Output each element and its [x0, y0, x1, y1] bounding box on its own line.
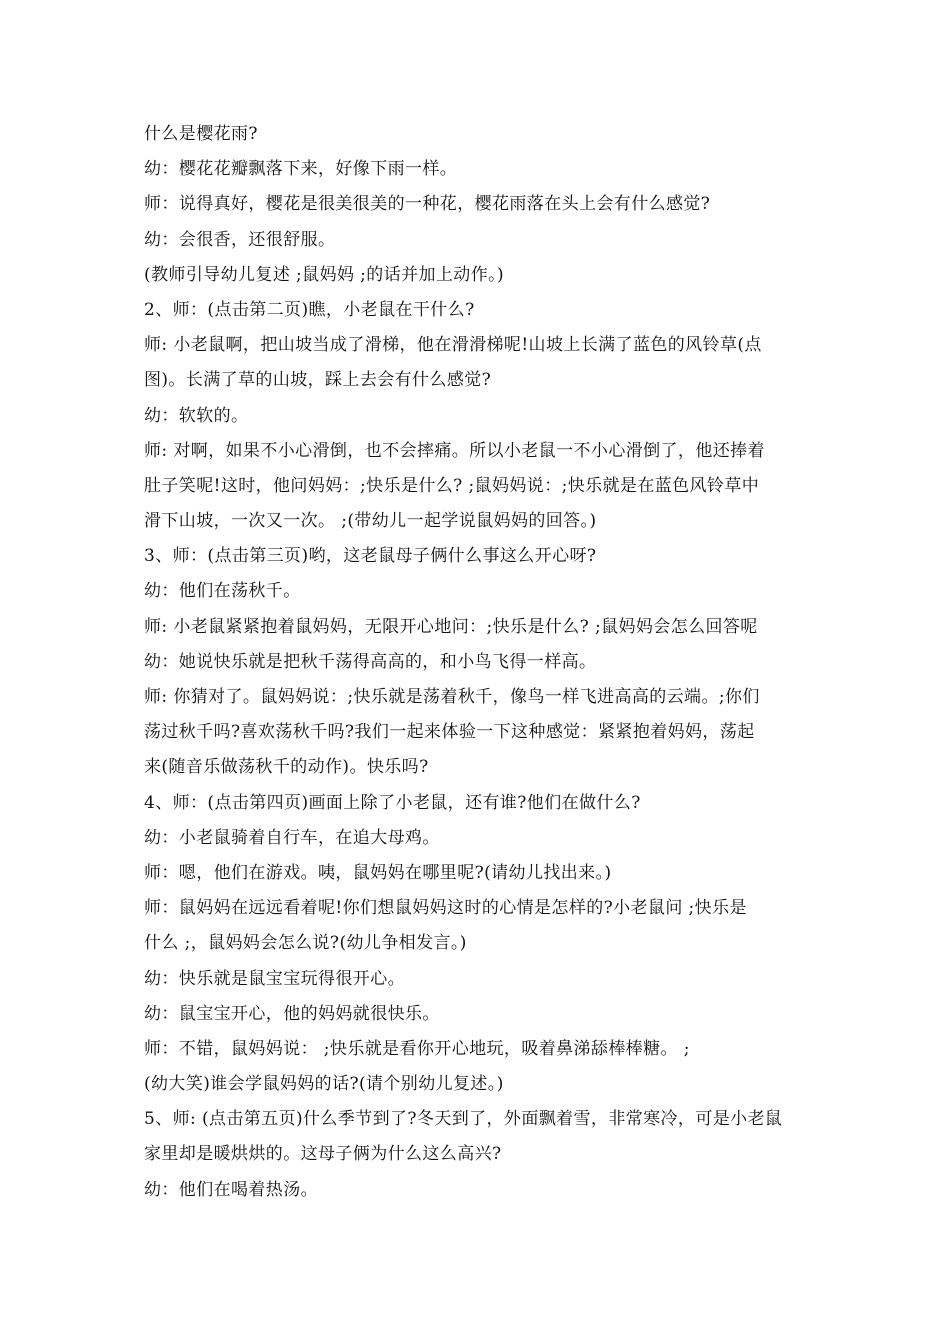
text-line: 师: 你猜对了。鼠妈妈说：;快乐就是荡着秋千，像鸟一样飞进高高的云端。;你们 — [144, 687, 760, 707]
text-line: 师: 小老鼠紧紧抱着鼠妈妈，无限开心地问：;快乐是什么? ;鼠妈妈会怎么回答呢 — [144, 616, 758, 637]
text-line: 来(随音乐做荡秋千的动作)。快乐吗? — [144, 757, 429, 778]
text-line: 5、师: (点击第五页)什么季节到了?冬天到了，外面飘着雪，非常寒冷，可是小老鼠 — [144, 1109, 783, 1130]
text-line: 幼：小老鼠骑着自行车，在追大母鸡。 — [144, 827, 440, 848]
text-line: 荡过秋千吗?喜欢荡秋千吗?我们一起来体验一下这种感觉：紧紧抱着妈妈，荡起 — [144, 722, 755, 743]
text-line: 师: 小老鼠啊，把山坡当成了滑梯，他在滑滑梯呢!山坡上长满了蓝色的风铃草(点 — [144, 335, 762, 356]
text-line: 师：鼠妈妈在远远看着呢!你们想鼠妈妈这时的心情是怎样的?小老鼠问 ;快乐是 — [144, 898, 747, 919]
text-line: 滑下山坡，一次又一次。 ;(带幼儿一起学说鼠妈妈的回答。) — [144, 511, 597, 532]
text-line: (幼大笑)谁会学鼠妈妈的话?(请个别幼儿复述。) — [144, 1074, 504, 1095]
text-line: 家里却是暖烘烘的。这母子俩为什么这么高兴? — [144, 1144, 502, 1165]
text-line: 3、师：(点击第三页)哟，这老鼠母子俩什么事这么开心呀? — [144, 546, 597, 567]
text-line: 幼：他们在荡秋千。 — [144, 581, 301, 602]
text-line: 肚子笑呢!这时，他问妈妈：;快乐是什么? ;鼠妈妈说：;快乐就是在蓝色风铃草中 — [144, 475, 760, 496]
text-line: 幼：快乐就是鼠宝宝玩得很开心。 — [144, 968, 405, 989]
text-line: 幼：樱花花瓣飘落下来，好像下雨一样。 — [144, 159, 458, 180]
text-line: 师：不错，鼠妈妈说： ;快乐就是看你开心地玩，吸着鼻涕舔棒棒糖。 ; — [144, 1038, 690, 1059]
text-line: 师：说得真好，樱花是很美很美的一种花，樱花雨落在头上会有什么感觉? — [144, 194, 711, 215]
text-line: 幼：鼠宝宝开心，他的妈妈就很快乐。 — [144, 1003, 440, 1024]
text-line: 什么是樱花雨? — [144, 124, 258, 144]
text-line: 幼：他们在喝着热汤。 — [144, 1179, 318, 1200]
text-line: 师：嗯，他们在游戏。咦，鼠妈妈在哪里呢?(请幼儿找出来。) — [144, 862, 612, 883]
text-line: 幼：她说快乐就是把秋千荡得高高的，和小鸟飞得一样高。 — [144, 651, 597, 672]
text-line: 幼：会很香，还很舒服。 — [144, 229, 336, 250]
text-line: 2、师：(点击第二页)瞧，小老鼠在干什么? — [144, 299, 475, 320]
text-line: 什么 ;，鼠妈妈会怎么说?(幼儿争相发言。) — [144, 933, 467, 954]
text-line: (教师引导幼儿复述 ;鼠妈妈 ;的话并加上动作。) — [144, 264, 505, 285]
text-line: 师: 对啊，如果不小心滑倒，也不会摔痛。所以小老鼠一不小心滑倒了，他还捧着 — [144, 440, 765, 461]
document-body — [144, 117, 808, 1208]
text-line: 图)。长满了草的山坡，踩上去会有什么感觉? — [144, 370, 492, 391]
text-line: 4、师：(点击第四页)画面上除了小老鼠，还有谁?他们在做什么? — [144, 792, 641, 813]
text-line: 幼：软软的。 — [144, 405, 249, 426]
